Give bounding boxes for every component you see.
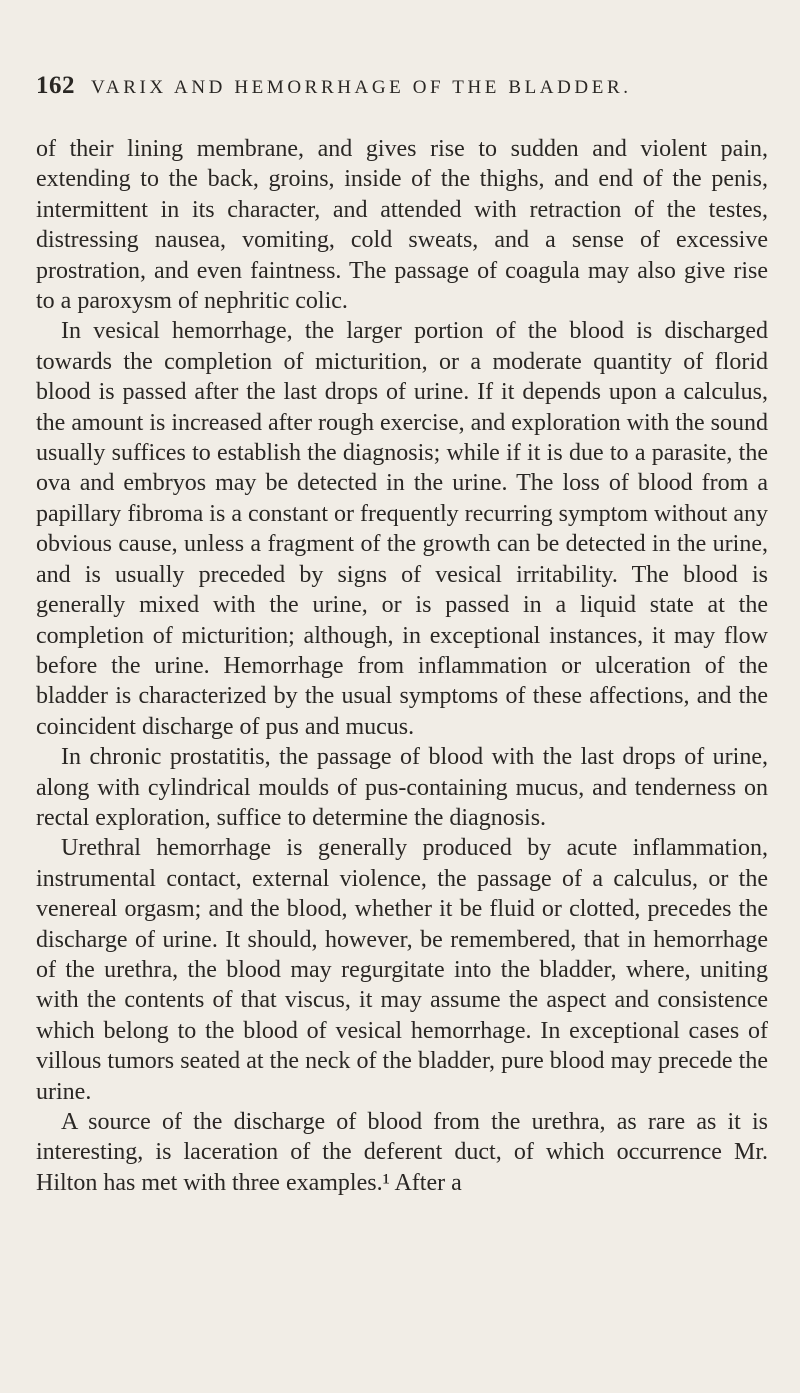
paragraph-continued: of their lining membrane, and gives rise to sudden and violent pain, extending to the back, groins, inside of the thighs, and end of the penis, intermittent in its character, and attended with retraction of the testes, distressing nausea, vomiting, cold sweats, and a sense of excessive prostration, and even faintness. The passage of coagula may also give rise to a paroxysm of nephritic colic. [36,136,768,315]
body-text [36,134,768,1198]
running-title: VARIX AND HEMORRHAGE OF THE BLADDER. [91,77,632,98]
paragraph-urethral-hemorrhage: Urethral hemorrhage is generally produced by acute inflammation, instrumental contact, external violence, the passage of a calculus, or the venereal orgasm; and the blood, whether it be fluid or clotted, precedes the discharge of urine. It should, however, be remembered, that in hemorrhage of the urethra, the blood may regurgitate into the bladder, where, uniting with the contents of that viscus, it may assume the aspect and consistence which belong to the blood of vesical hemorrhage. In exceptional cases of villous tumors seated at the neck of the bladder, pure blood may precede the urine. [36,835,768,1105]
running-head [36,72,768,116]
paragraph-vesical-hemorrhage: In vesical hemorrhage, the larger portion of the blood is discharged towards the completion of micturition, or a moderate quantity of florid blood is passed after the last drops of urine. If it depends upon a calculus, the amount is increased after rough exercise, and exploration with the sound usually suffices to establish the diagnosis; while if it is due to a parasite, the ova and embryos may be detected in the urine. The loss of blood from a papillary fibroma is a constant or frequently recurring symptom without any obvious cause, unless a fragment of the growth can be detected in the urine, and is usually preceded by signs of vesical irritability. The blood is generally mixed with the urine, or is passed in a liquid state at the completion of micturition; although, in exceptional instances, it may flow before the urine. Hemorrhage from inflammation or ulceration of the bladder is characterized by the usual symptoms of these affections, and the coincident discharge of pus and mucus. [36,318,768,740]
page-number: 162 [36,72,75,99]
paragraph-chronic-prostatitis: In chronic prostatitis, the passage of blood with the last drops of urine, along with cylindrical moulds of pus-containing mucus, and tenderness on rectal exploration, suffice to determine the diagnosis. [36,744,768,831]
paragraph-deferent-duct: A source of the discharge of blood from the urethra, as rare as it is interesting, is laceration of the deferent duct, of which occurrence Mr. Hilton has met with three examples.¹ After a [36,1109,768,1196]
